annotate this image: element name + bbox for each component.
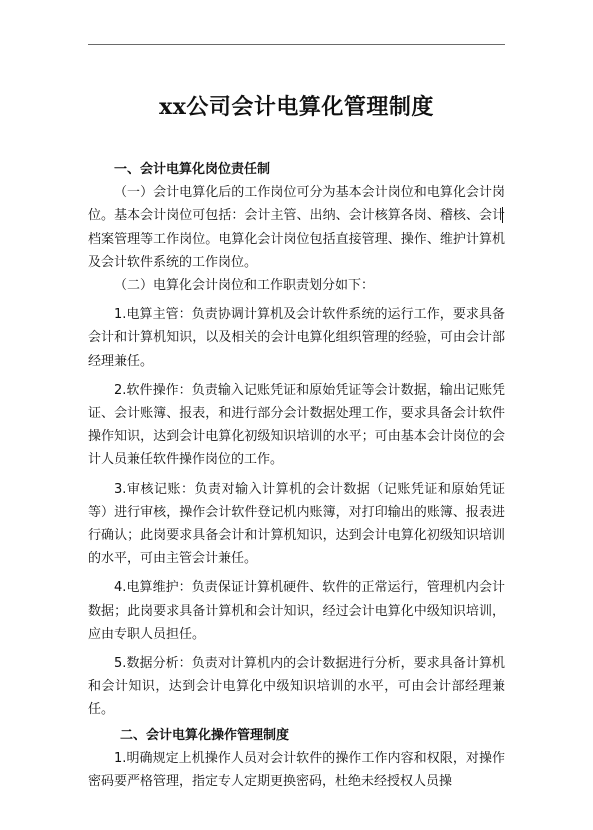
document-body <box>88 158 505 793</box>
section-heading: 二、会计电算化操作管理制度 <box>120 727 290 743</box>
section-heading: 一、会计电算化岗位责任制 <box>114 162 271 177</box>
paragraph: 5.数据分析：负责对计算机内的会计数据进行分析，要求具备计算机和会计知识，达到会计电算化中级知识培训的水平，可由会计部经理兼任。 <box>88 656 505 718</box>
paragraph: 1.明确规定上机操作人员对会计软件的操作工作内容和权限，对操作密码要严格管理，指定专人定期更换密码，杜绝未经授权人员操 <box>88 750 505 790</box>
document-title: xx公司会计电算化管理制度 <box>159 94 434 120</box>
paragraph: 1.电算主管：负责协调计算机及会计软件系统的运行工作，要求具备会计和计算机知识，以及相关的会计电算化组织管理的经验，可由会计部经理兼任。 <box>88 307 505 369</box>
paragraph: （二）电算化会计岗位和工作职责划分如下： <box>114 278 375 294</box>
paragraph: 3.审核记账：负责对输入计算机的会计数据（记账凭证和原始凭证等）进行审核，操作会计软件登记机内账簿，对打印输出的账簿、报表进行确认；此岗要求具备会计和计算机知识，达到会计电算化初级知识培训的水平，可由主管会计兼任。 <box>88 481 505 567</box>
text-cursor <box>502 207 503 223</box>
paragraph: 2.软件操作：负责输入记账凭证和原始凭证等会计数据，输出记账凭证、会计账簿、报表，和进行部分会计数据处理工作，要求具备会计软件操作知识，达到会计电算化初级知识培训的水平；可由基本会计岗位的会计人员兼任软件操作岗位的工作。 <box>88 382 505 468</box>
paragraph: 4.电算维护：负责保证计算机硬件、软件的正常运行，管理机内会计数据；此岗要求具备计算机和会计知识，经过会计电算化中级知识培训，应由专职人员担任。 <box>88 580 505 642</box>
header-divider <box>88 44 505 45</box>
paragraph: （一）会计电算化后的工作岗位可分为基本会计岗位和电算化会计岗位。基本会计岗位可包括：会计主管、出纳、会计核算各岗、稽核、会计档案管理等工作岗位。电算化会计岗位包括直接管理、操作、维护计算机及会计软件系统的工作岗位。 <box>88 185 505 270</box>
